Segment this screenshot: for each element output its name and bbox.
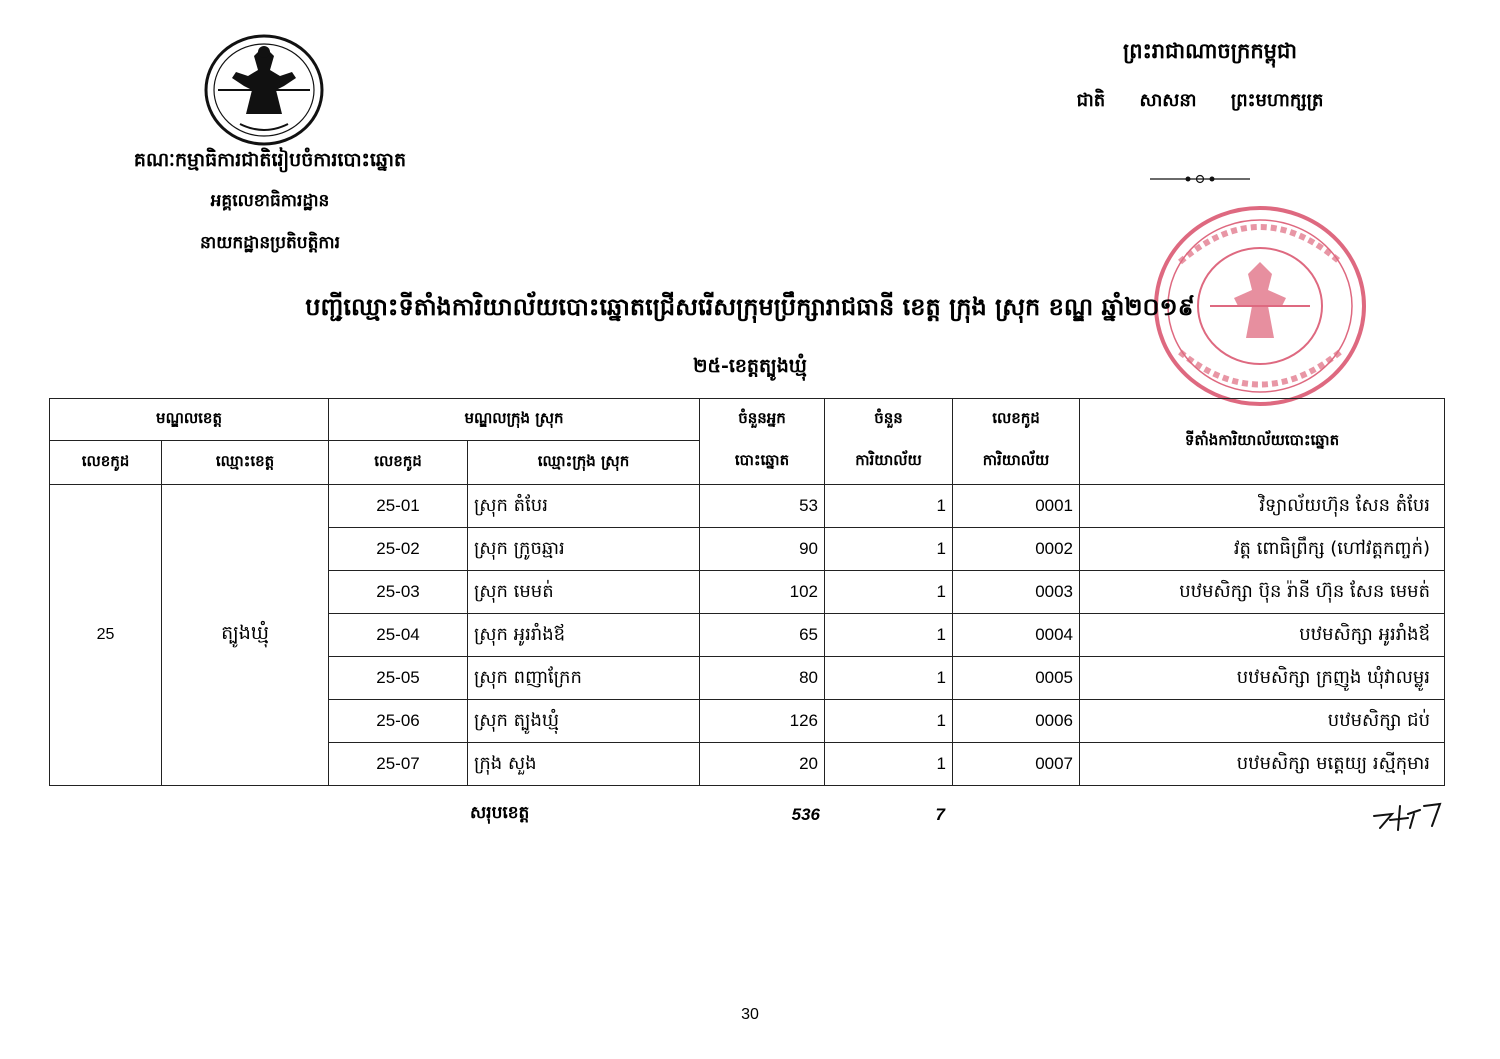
- district-name-cell: ស្រុក ត្បូងឃ្មុំ: [468, 700, 700, 743]
- office-code-cell: 0002: [953, 528, 1080, 571]
- voters-cell: 20: [700, 743, 825, 786]
- motto-nation: ជាតិ: [1076, 90, 1106, 111]
- motto-religion: សាសនា: [1139, 90, 1197, 111]
- district-code-cell: 25-07: [329, 743, 468, 786]
- header-voters-line1: ចំនួនអ្នក: [700, 399, 825, 441]
- district-name-cell: ស្រុក មេមត់: [468, 571, 700, 614]
- header-district-center: មណ្ឌលក្រុង ស្រុក: [329, 399, 700, 441]
- voters-cell: 90: [700, 528, 825, 571]
- location-cell: វត្ត ពោធិព្រឹក្ស (ហៅវត្តកញ្ចក់): [1080, 528, 1445, 571]
- total-voters-value: 536: [791, 805, 820, 824]
- location-cell: បឋមសិក្សា មត្តេយ្យ រស្មីកុមារ: [1080, 743, 1445, 786]
- header-office-code-line1: លេខកូដ: [953, 399, 1080, 441]
- district-code-cell: 25-06: [329, 700, 468, 743]
- offices-cell: 1: [825, 614, 953, 657]
- district-code-cell: 25-05: [329, 657, 468, 700]
- office-code-cell: 0003: [953, 571, 1080, 614]
- offices-cell: 1: [825, 571, 953, 614]
- offices-cell: 1: [825, 528, 953, 571]
- district-code-cell: 25-02: [329, 528, 468, 571]
- voters-cell: 102: [700, 571, 825, 614]
- motto-king: ព្រះមហាក្សត្រ: [1230, 90, 1324, 111]
- location-cell: បឋមសិក្សា អូររាំងឪ: [1080, 614, 1445, 657]
- header-voters-line2: បោះឆ្នោត: [700, 441, 825, 485]
- province-name-cell: ត្បូងឃ្មុំ: [162, 485, 329, 786]
- office-code-cell: 0004: [953, 614, 1080, 657]
- secretariat-name: អគ្គលេខាធិការដ្ឋាន: [210, 191, 330, 211]
- offices-cell: 1: [825, 700, 953, 743]
- header-location: ទីតាំងការិយាល័យបោះឆ្នោត: [1080, 399, 1445, 485]
- table-row: [50, 485, 1445, 528]
- offices-cell: 1: [825, 657, 953, 700]
- ornament-divider: [1150, 172, 1250, 186]
- district-code-cell: 25-03: [329, 571, 468, 614]
- kingdom-heading: ព្រះរាជាណាចក្រកម្ពុជា: [1122, 38, 1297, 63]
- office-code-cell: 0006: [953, 700, 1080, 743]
- header-province-code: លេខកូដ: [50, 441, 162, 485]
- location-cell: បឋមសិក្សា ជប់: [1080, 700, 1445, 743]
- organization-name: គណៈកម្មាធិការជាតិរៀបចំការបោះឆ្នោត: [133, 149, 407, 171]
- handwritten-initials-signature: [1370, 792, 1460, 832]
- province-total-label: សរុបខេត្ត: [470, 803, 530, 823]
- header-province-center: មណ្ឌលខេត្ត: [50, 399, 329, 441]
- header-district-code: លេខកូដ: [329, 441, 468, 485]
- location-cell: បឋមសិក្សា ប៊ុន រ៉ានី ហ៊ុន សែន មេមត់: [1080, 571, 1445, 614]
- header-province-name: ឈ្មោះខេត្ត: [162, 441, 329, 485]
- nec-emblem-logo: [200, 28, 328, 148]
- location-cell: វិទ្យាល័យហ៊ុន សែន តំបែរ: [1080, 485, 1445, 528]
- document-title: បញ្ជីឈ្មោះទីតាំងការិយាល័យបោះឆ្នោតជ្រើសរើសក្រុមប្រឹក្សារាជធានី ខេត្ត ក្រុង ស្រុក ខណ្ឌ ឆ្នាំ២០១៩: [305, 292, 1195, 321]
- department-name: នាយកដ្ឋានប្រតិបត្តិការ: [200, 233, 340, 253]
- district-name-cell: ស្រុក ក្រូចឆ្មារ: [468, 528, 700, 571]
- total-offices-value: 7: [935, 805, 945, 824]
- province-subtitle: ២៥-ខេត្តត្បូងឃ្មុំ: [693, 355, 807, 377]
- header-district-name: ឈ្មោះក្រុង ស្រុក: [468, 441, 700, 485]
- district-name-cell: ស្រុក អូររាំងឪ: [468, 614, 700, 657]
- voters-cell: 126: [700, 700, 825, 743]
- office-code-cell: 0005: [953, 657, 1080, 700]
- header-offices-line1: ចំនួន: [825, 399, 953, 441]
- national-motto: [1030, 88, 1370, 115]
- district-code-cell: 25-01: [329, 485, 468, 528]
- district-name-cell: ក្រុង សួង: [468, 743, 700, 786]
- header-offices-line2: ការិយាល័យ: [825, 441, 953, 485]
- office-code-cell: 0007: [953, 743, 1080, 786]
- location-cell: បឋមសិក្សា ក្រញូង ឃុំវាលម្លូរ: [1080, 657, 1445, 700]
- offices-cell: 1: [825, 485, 953, 528]
- district-name-cell: ស្រុក ពញាក្រែក: [468, 657, 700, 700]
- district-name-cell: ស្រុក តំបែរ: [468, 485, 700, 528]
- voters-cell: 65: [700, 614, 825, 657]
- district-code-cell: 25-04: [329, 614, 468, 657]
- header-office-code-line2: ការិយាល័យ: [953, 441, 1080, 485]
- offices-cell: 1: [825, 743, 953, 786]
- voters-cell: 80: [700, 657, 825, 700]
- polling-office-table: [49, 398, 1445, 786]
- office-code-cell: 0001: [953, 485, 1080, 528]
- voters-cell: 53: [700, 485, 825, 528]
- province-code-cell: 25: [50, 485, 162, 786]
- page-number: 30: [741, 1006, 759, 1023]
